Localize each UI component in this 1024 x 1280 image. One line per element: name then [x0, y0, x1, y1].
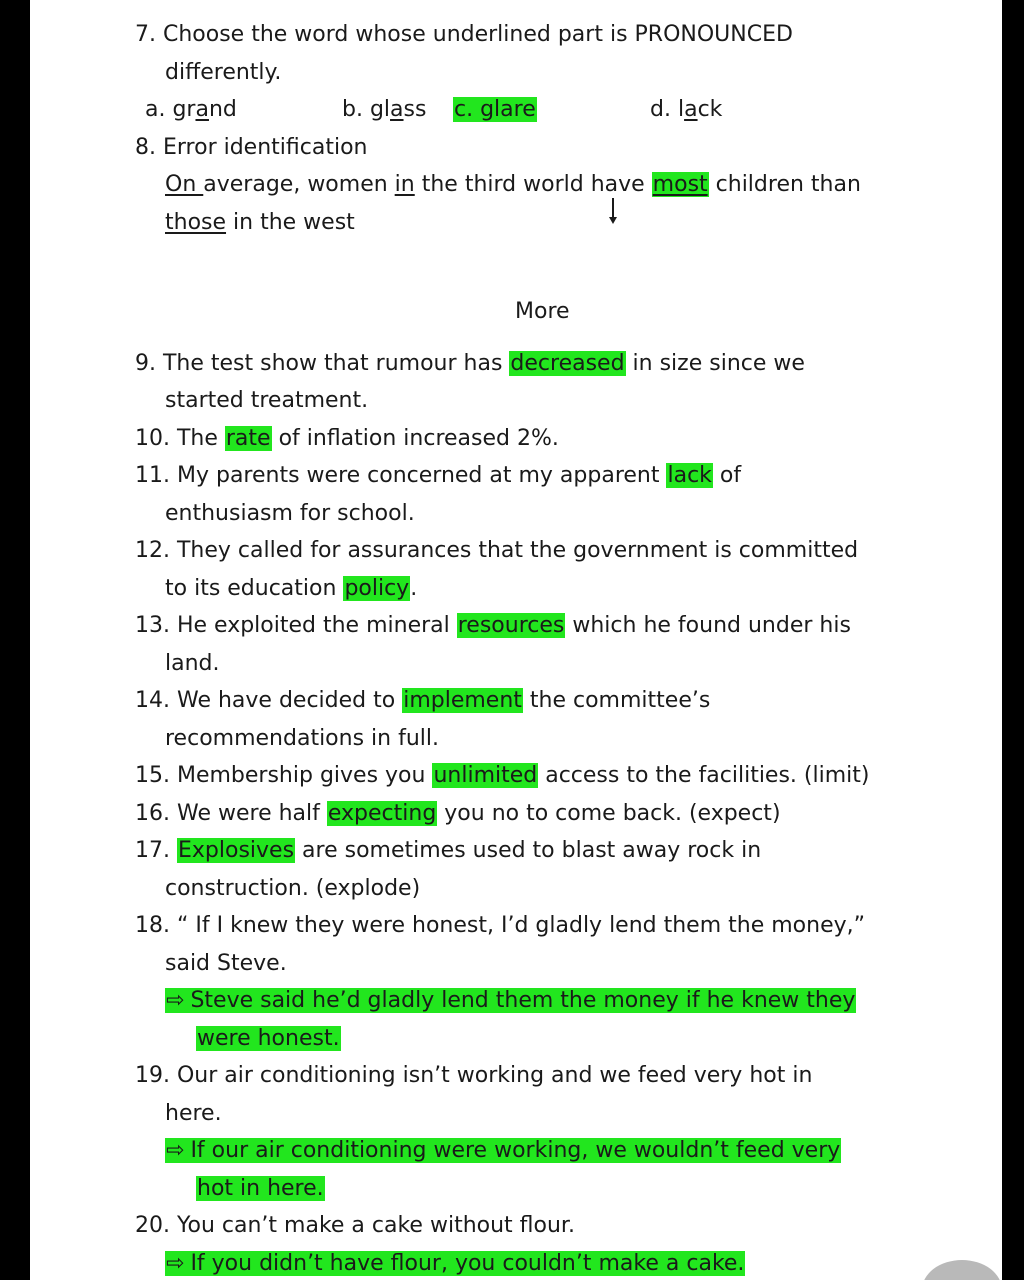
q15-line-1: 15. Membership gives you unlimited access to the facilities. (limit): [135, 763, 870, 788]
q9-line-2: started treatment.: [165, 388, 369, 413]
section-heading-more: More: [515, 299, 570, 324]
q7-answer-highlight: c. glare: [454, 97, 536, 122]
q17-line-1: 17. Explosives are sometimes used to blast away rock in: [135, 838, 762, 863]
answer-arrow-icon: ⇨: [166, 988, 185, 1013]
q12-line-1: 12. They called for assurances that the government is committed: [135, 538, 859, 563]
corner-decoration: [922, 1260, 1002, 1280]
q7-option-d: d. lack: [650, 97, 723, 122]
q19-line-1: 19. Our air conditioning isn’t working and we feed very hot in: [135, 1063, 813, 1088]
q20-line-1: 20. You can’t make a cake without flour.: [135, 1213, 575, 1238]
q14-line-1: 14. We have decided to implement the committee’s: [135, 688, 711, 713]
q7-line-2: differently.: [165, 60, 282, 85]
q7-line-1: 7. Choose the word whose underlined part is PRONOUNCED: [135, 22, 793, 47]
q7-option-b: b. glass: [342, 97, 427, 122]
q14-line-2: recommendations in full.: [165, 726, 439, 751]
q11-line-2: enthusiasm for school.: [165, 501, 415, 526]
answer-arrow-icon: ⇨: [166, 1138, 185, 1163]
q19-answer-line-2: hot in here.: [197, 1176, 324, 1201]
q12-line-2: to its education policy.: [165, 576, 418, 601]
q18-line-2: said Steve.: [165, 951, 287, 976]
q13-line-1: 13. He exploited the mineral resources which he found under his: [135, 613, 851, 638]
q20-answer-line-1: ⇨ If you didn’t have flour, you couldn’t make a cake.: [166, 1251, 745, 1276]
q7-option-c: [453, 97, 537, 123]
answer-arrow-icon: ⇨: [166, 1251, 185, 1276]
q8-error-highlight: most: [652, 172, 708, 197]
q10-line-1: 10. The rate of inflation increased 2%.: [135, 426, 559, 451]
q17-line-2: construction. (explode): [165, 876, 421, 901]
q18-answer-line-2: were honest.: [197, 1026, 340, 1051]
text-cursor-icon: [612, 198, 614, 218]
q8-line-1: 8. Error identification: [135, 135, 368, 160]
q8-sentence-line-1: On average, women in the third world have most children than: [165, 172, 861, 197]
q13-line-2: land.: [165, 651, 220, 676]
q19-line-2: here.: [165, 1101, 222, 1126]
q16-line-1: 16. We were half expecting you no to come back. (expect): [135, 801, 781, 826]
q9-line-1: 9. The test show that rumour has decreased in size since we: [135, 351, 805, 376]
document-page: [30, 0, 1002, 1280]
q11-line-1: 11. My parents were concerned at my apparent lack of: [135, 463, 742, 488]
q18-line-1: 18. “ If I knew they were honest, I’d gladly lend them the money,”: [135, 913, 866, 938]
q7-option-a: a. grand: [145, 97, 237, 122]
q19-answer-line-1: ⇨ If our air conditioning were working, we wouldn’t feed very: [166, 1138, 841, 1163]
q18-answer-line-1: ⇨ Steve said he’d gladly lend them the money if he knew they: [166, 988, 856, 1013]
q8-sentence-line-2: those in the west: [165, 210, 355, 235]
